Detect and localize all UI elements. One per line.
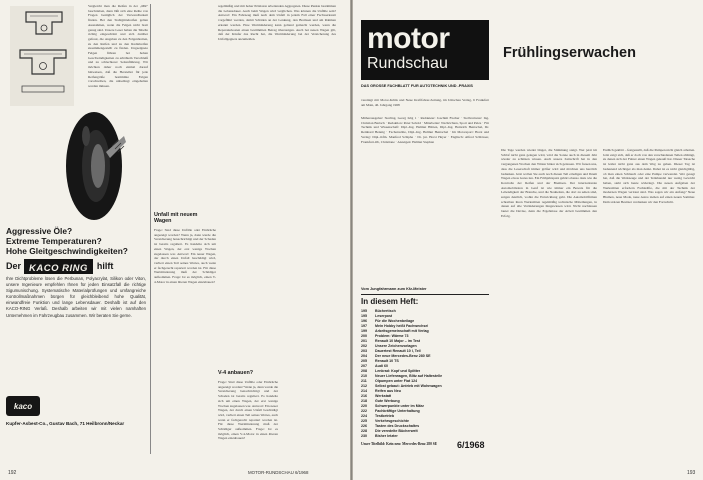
kaco-logo-text: kaco: [13, 401, 33, 411]
toc-page: 202: [361, 344, 367, 348]
kaco-logo-box: [6, 396, 40, 416]
toc-page: 196: [361, 319, 367, 323]
masthead-rundschau: Rundschau: [367, 55, 448, 72]
right-page-number: 193: [687, 470, 696, 476]
left-column-2-text: Frage: Sind diese Unfälle oder Einbrüche angezeigt worden? Wenn ja, dann wurde die Versicherung benachrichtigt und der Schaden ist bereits reguliert. Es handelte sich um einen Wagen, der erst wenige Wochen zugelassen war. Antwort: Ein neuer Wagen, der durch einen Unfall beschädigt wird, verliert einen Teil seines Wertes, auch wenn er fachgerecht repariert worden ist. Für diese Wertminderung muß der Schädiger aufkommen. Frage: Ist es möglich, einen V-4-Motor in einen älteren Wagen einzubauen?: [154, 228, 216, 284]
toc-page: 195: [361, 314, 367, 318]
toc-title-text: Gute Werbung: [375, 399, 400, 403]
masthead-motor: motor: [367, 22, 450, 55]
toc-title-text: Neuer Lieferwagen, Blitz auf Haltestelle: [375, 374, 443, 378]
toc-page: 212: [361, 384, 367, 388]
cover-note: Vom Jungfahrmann zum Kfz-Meister: [361, 287, 427, 291]
toc-page: 218: [361, 399, 367, 403]
toc-page: 199: [361, 329, 367, 333]
toc-title-text: Ölpumpen unter Fiat 124: [375, 379, 418, 383]
ad-brand-row: [6, 259, 113, 273]
toc-title-text: Leserpost: [375, 314, 393, 318]
toc-title-text: Problem: Wärme 73: [375, 334, 409, 338]
masthead-info: vereinigt mit Motor-Kritik und Neue Kraftfahrer-Zeitung, im Umschau Verlag, 6 Frankfurt am Main, 46. Jahrgang 1968: [361, 98, 489, 107]
toc-title-text: Verkehrsgeschichte: [375, 419, 409, 423]
article-column-b: Endlich geklärt – festgestellt, daß die Pumpen nicht gleich arbeiten. Jetzt zeigt sich, daß er doch von den verschiedenen Teilen abhängt, zu denen sich der Fahrer einen Wagen gekauft hat. Dieser Tatsache ist leider nicht ganz aus dem Weg zu gehen. Dieser Tag ist bedeutend wichtiger als man denkt. Dabei ist es nicht gleichgültig, ob man einen Schlauch oder eine Pumpe verwendet. Wer gesagt hat, daß die Werkzeuge und der Teilehandel nur wenig Gewicht haben, sieht sich heute widerlegt. Die neuen Aufgaben der Werkstätten erfordern Fachkräfte, die mit der Technik der modernen Wagen vertraut sind. Was sagen wir ein Anfang? Neue Blumen, neue Mode, neue Autos ziehen auf einen neuen Sommer. Dem stolzen Besitzer verdanken wir den Fortschritt.: [603, 148, 695, 204]
toc-title-text: Unsere Zeichenvorlagen: [375, 344, 417, 348]
toc-title-text: Reifen aus Neu: [375, 389, 401, 393]
ad-question-2: Extreme Temperaturen?: [6, 236, 102, 246]
toc-page: 195: [361, 309, 367, 313]
toc-title-text: Renault 10 Major – im Test: [375, 339, 421, 343]
masthead-staff: Mitherausgeber: Sterling, Georg Isbg 1 · Redakteur: Joachim Fischer · Stellvertreter: Ing. Christian Bartsch · Redaktion: Peter Sebold · Mitarbeiter: Nachrichten, Sport und Pelze · Für Technik und Wissenschaft: Dipl.-Ing. Helmut Hütten, Dipl.-Ing. Heinrich Hentschel, Dr. Reinhard Hennig · Fachanwälte, Dipl.-Ing. Helmut Hentschel · Im Motorsport: Horst und Verlag: Dipl.-Kfm. Manfred Schiphe · Dr. jur. Horst Heyer · Englisch: Alfred Schlösser, Frankfurt-Ob, Christiane · Anzeigen: Helmut Stephan: [361, 116, 489, 144]
toc-page: 201: [361, 339, 367, 343]
ad-hilft-text: hilft: [96, 261, 114, 271]
toc-title-text: Die veredelte Bücherwelt: [375, 429, 418, 433]
article-headline: Frühlingserwachen: [503, 45, 636, 61]
toc-page: 214: [361, 389, 367, 393]
right-page: [353, 0, 703, 480]
toc-page: 204: [361, 354, 367, 358]
toc-page: 211: [361, 379, 367, 383]
toc-title-text: Renault 10 TS: [375, 359, 399, 363]
toc-page: 210: [361, 374, 367, 378]
left-column-3b-text: Frage: Sind diese Unfälle oder Einbrüche angezeigt worden? Wenn ja, dann wurde die Versicherung benachrichtigt und der Schaden ist bereits reguliert. Es handelte sich um einen Wagen, der erst wenige Wochen zugelassen war. Antwort: Ein neuer Wagen, der durch einen Unfall beschädigt wird, verliert einen Teil seines Wertes, auch wenn er fachgerecht repariert worden ist. Für diese Wertminderung muß der Schädiger aufkommen. Frage: Ist es möglich, einen V-4-Motor in einen älteren Wagen einzubauen?: [218, 380, 278, 441]
toc-title-text: Für die Wochenbeilage: [375, 319, 415, 323]
toc-page: 203: [361, 349, 367, 353]
column-divider: [150, 4, 151, 454]
toc-page: 228: [361, 429, 367, 433]
toc-title-text: Testbetrieb: [375, 414, 395, 418]
toc-row: [361, 434, 489, 439]
toc-title-text: Tasten des Druckschaltes: [375, 424, 420, 428]
left-column-3-text: regelmäßig und mit hoher Präzision arbeitenden Aggregaten. Diese Punkte bestimmen die Lebensdauer. Auch beim Wagen wird verglichen. Was können die Unfälle sein? Antwort: Ein Fahrzeug muß nach dem Unfall in jedem Fall einer Fachwerkstatt vorgeführt werden, damit Schäden an der Lenkung, den Bremsen und am Rahmen erkannt werden. Eine Wertminderung kann geltend gemacht werden, wenn die Reparaturkosten einen bestimmten Betrag übersteigen. Auch bei neuen Wagen gilt, daß der Käufer das Recht hat, die Wertminderung bei der Versicherung des Unfallgegners anzumelden.: [218, 4, 336, 41]
toc-title-text: Schwerpunkte unter im März: [375, 404, 424, 408]
left-page-number: 192: [8, 470, 17, 476]
cover-caption: Unser Titelbild: Kein neu: Mercedes-Benz 280 SE: [361, 442, 438, 446]
toc-page: 200: [361, 334, 367, 338]
article-column-a: Die Tage werden wieder länger, die Stimmung steigt. Wer jetzt im Schlaf nicht ganz gelegen wird, wird die Sonne auch in diesem Jahr wieder zu schätzen wissen. Auch unsere Zeitschrift hat in den vergangenen Wochen den Winter hinter sich gelassen. Wir freuen uns, dass die Leserschaft immer größer wird und möchten uns herzlich bedanken. Jetzt wollen Sie auch noch diesen Teil erledigen und Ihrem Wagen etwas Gutes tun. Ein Frühjahrsputz gehört ebenso dazu wie die Kontrolle der Reifen und der Bremsen. Der internationale Automobilsalon in Genf ist wie immer ein Beweis für die Lebendigkeit der Branche, und die Neuheiten, die dort zu sehen sind, zeigen deutlich, wohin die Entwicklung geht. Die Automobilfirmen schreiben ihren Werkstätten regelmäßig technische Mitteilungen, in denen auf alle Veränderungen hingewiesen wird. Nicht nachlassen lautet die Devise, denn die Ergebnisse der Arbeit bestimmen den Erfolg.: [501, 148, 597, 218]
kaco-ring-brand-box: [24, 259, 93, 274]
toc-title-text: Bisher letzter: [375, 434, 398, 438]
toc-page: 224: [361, 414, 367, 418]
toc-title-text: Audi 60: [375, 364, 388, 368]
kaco-ring-brand: KACO RING: [29, 262, 88, 274]
toc-rule: [361, 294, 489, 295]
left-page-footer: MOTOR-RUNDSCHAU 6/1968: [248, 470, 309, 475]
toc-title-text: Selbst gebaut: Antrieb mit Wohnwagen: [375, 384, 442, 388]
toc-title-text: Werkstatt: [375, 394, 392, 398]
ad-der-text: Der: [6, 261, 22, 271]
toc-title-text: Mein Hobby heißt Fachwechsel: [375, 324, 429, 328]
toc-title-text: Büchertisch: [375, 309, 396, 313]
ad-body-text: Ihre Dichtprobleme lösen die Perbunan, Polyacrylat, Silikon oder Viton, unsere Ingenieure empfehlen Ihnen für jeden Einsatzfall die richtige Sigumunischung. Systematische Materialprüfungen und umfangreiche Kontrollmaßnahmen bürgen für gleichbleibend hohe Qualität, einwandfreie Funktion und lange Lebensdauer. Deshalb ist auf den KACO-RING Verlaß. Deshalb arbeiten wir mit vielen namhaften Unternehmen im Fahrzeugbau zusammen. Wir beraten Sie gerne.: [6, 276, 146, 318]
issue-number: 6/1968: [457, 440, 485, 450]
toc-page: 225: [361, 419, 367, 423]
toc-page: 208: [361, 369, 367, 373]
masthead-subtitle: DAS GROSSE FACHBLATT FÜR AUTOTECHNIK UND -PRAXIS: [361, 84, 473, 88]
toc-page: 222: [361, 409, 367, 413]
left-page: [0, 0, 350, 480]
toc-page: 216: [361, 394, 367, 398]
toc-page: 226: [361, 424, 367, 428]
left-column-1-text: Vergleicht man die Reifen in der „MR" beschrieben, dann läßt sich eine Reihe von Fragen bezüglich der Verwendbarkeit finden. Bei den Stahlgürtelreifen gelten Ausnahmen, wenn die Felgen nicht breit genug sind. Unsere Leser haben die Tabelle richtig eingeschätzt und sich darüber gefreut, die Angaben zu den Felgenbreiten, zu den Reifen und zu den Radialreifen zusammengestellt zu finden. Ungeeignete Felgen führen bei hohen Geschwindigkeiten zu erhöhtem Verschleiß und zu schlechterer Seitenführung. Wir möchten daher noch einmal darauf hinweisen, daß die Hersteller für jede Reifengröße bestimmte Felgen vorschreiben, die unbedingt eingehalten werden müssen.: [88, 4, 148, 88]
toc-page: 197: [361, 324, 367, 328]
toc-title-text: Fachkräftige Unterhaltung: [375, 409, 420, 413]
toc-page: 207: [361, 364, 367, 368]
toc-page: 220: [361, 404, 367, 408]
toc-title-text: Der neue Mercedes-Benz 280 SE: [375, 354, 431, 358]
toc-title-text: Arbeitsgemeinschaft mit Verlag: [375, 329, 429, 333]
toc-title-text: Lenkrad: Kopf und Splitter: [375, 369, 421, 373]
v4-heading: V-4 anbauen?: [218, 370, 254, 376]
ad-question-1: Aggressive Öle?: [6, 226, 73, 236]
masthead-box: [361, 20, 489, 80]
toc-list: [361, 309, 489, 439]
toc-title-text: Dauertest Renault 10 I, Teil: [375, 349, 421, 353]
unfall-heading: Unfall mit neuem Wagen: [154, 212, 198, 225]
ad-company-line: Kupfer-Asbest-Co., Gustav Bach, 71 Heilbronn/Neckar: [6, 421, 125, 426]
toc-title: In diesem Heft:: [361, 297, 419, 306]
ad-question-3: Hohe Gleitgeschwindigkeiten?: [6, 246, 128, 256]
toc-page: 205: [361, 359, 367, 363]
toc-page: 230: [361, 434, 367, 438]
